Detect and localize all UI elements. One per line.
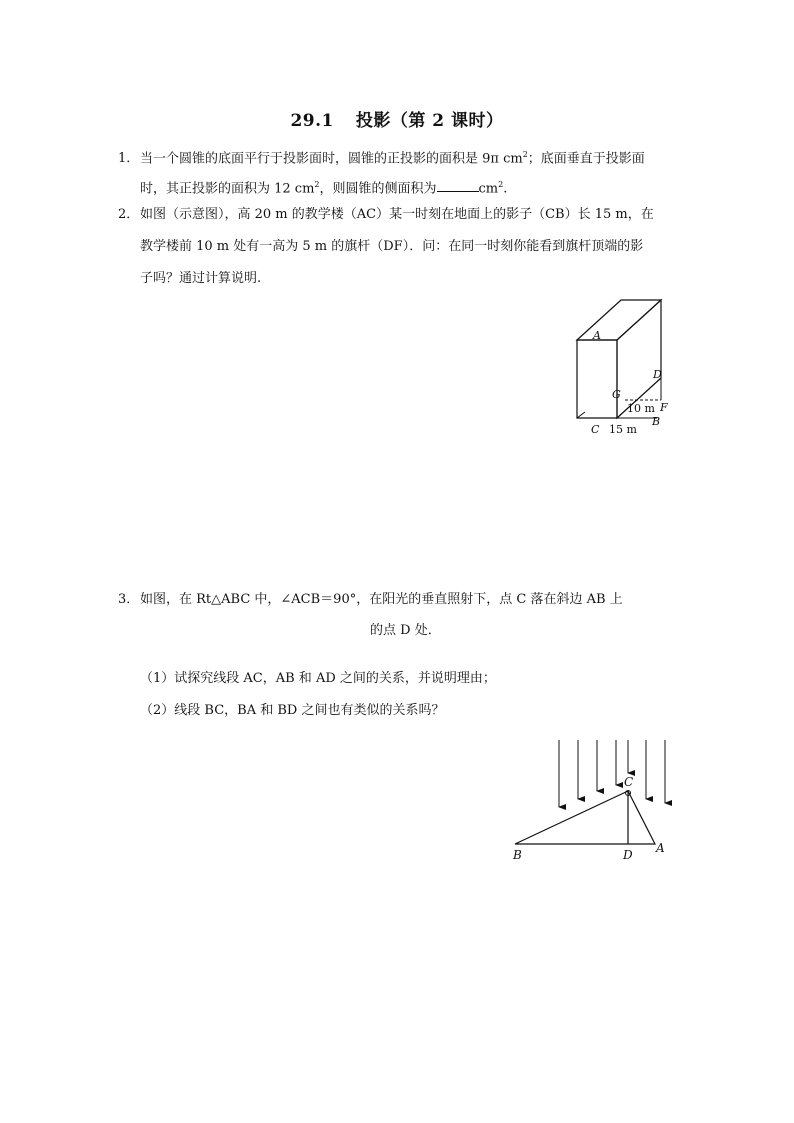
building-side	[617, 300, 661, 418]
q1-line2: 时，其正投影的面积为 12 $cm^2$，则圆锥的侧面积为 $cm^2$.	[140, 180, 508, 197]
triangle-abc	[515, 791, 655, 844]
label-b: B	[652, 415, 661, 428]
label-c: C	[624, 775, 634, 789]
section-number: 29.1	[290, 111, 334, 131]
label-10m: 10 m	[627, 402, 655, 415]
label-15m: 15 m	[609, 423, 637, 436]
q2-line2: 教学楼前 10 m 处有一高为 5 m 的旗杆（DF）．问：在同一时刻你能看到旗杆顶端的影	[140, 239, 644, 254]
q3-sub2: （2）线段 BC，BA 和 BD 之间也有类似的关系吗？	[140, 703, 445, 718]
label-f: F	[660, 401, 668, 414]
q1-number: 1．	[118, 151, 140, 167]
q2-line3: 子吗？通过计算说明.	[140, 271, 262, 286]
page-title	[0, 106, 794, 131]
answer-blank[interactable]	[437, 179, 479, 192]
q3-line1: 3．如图，在 Rt△ABC 中，∠ACB＝90°，在阳光的垂直照射下，点 C 落在斜边 AB 上	[118, 592, 623, 607]
label-b: B	[513, 848, 522, 862]
q3-number: 3．	[118, 592, 140, 607]
q2-number: 2．	[118, 207, 140, 222]
q2-figure	[565, 292, 685, 442]
label-a: A	[656, 841, 665, 855]
q3-figure	[505, 735, 685, 865]
label-a: A	[593, 329, 601, 342]
label-g: G	[612, 388, 621, 401]
building-front	[577, 340, 617, 418]
q1-line1: 1．当一个圆锥的底面平行于投影面时，圆锥的正投影的面积是 9π $cm^2$；底面垂直于投影面	[118, 150, 645, 167]
label-d: D	[653, 368, 662, 381]
q2-line1: 2．如图（示意图），高 20 m 的教学楼（AC）某一时刻在地面上的影子（CB）长 15 m，在	[118, 207, 654, 222]
label-d: D	[623, 848, 633, 862]
q3-sub1: （1）试探究线段 AC，AB 和 AD 之间的关系，并说明理由；	[140, 671, 496, 686]
building-top	[577, 300, 661, 340]
building-edge	[577, 412, 585, 418]
section-title: 投影（第 2 课时）	[355, 111, 504, 131]
q3-line2: 的点 D 处．	[370, 623, 441, 638]
label-c: C	[591, 423, 600, 436]
